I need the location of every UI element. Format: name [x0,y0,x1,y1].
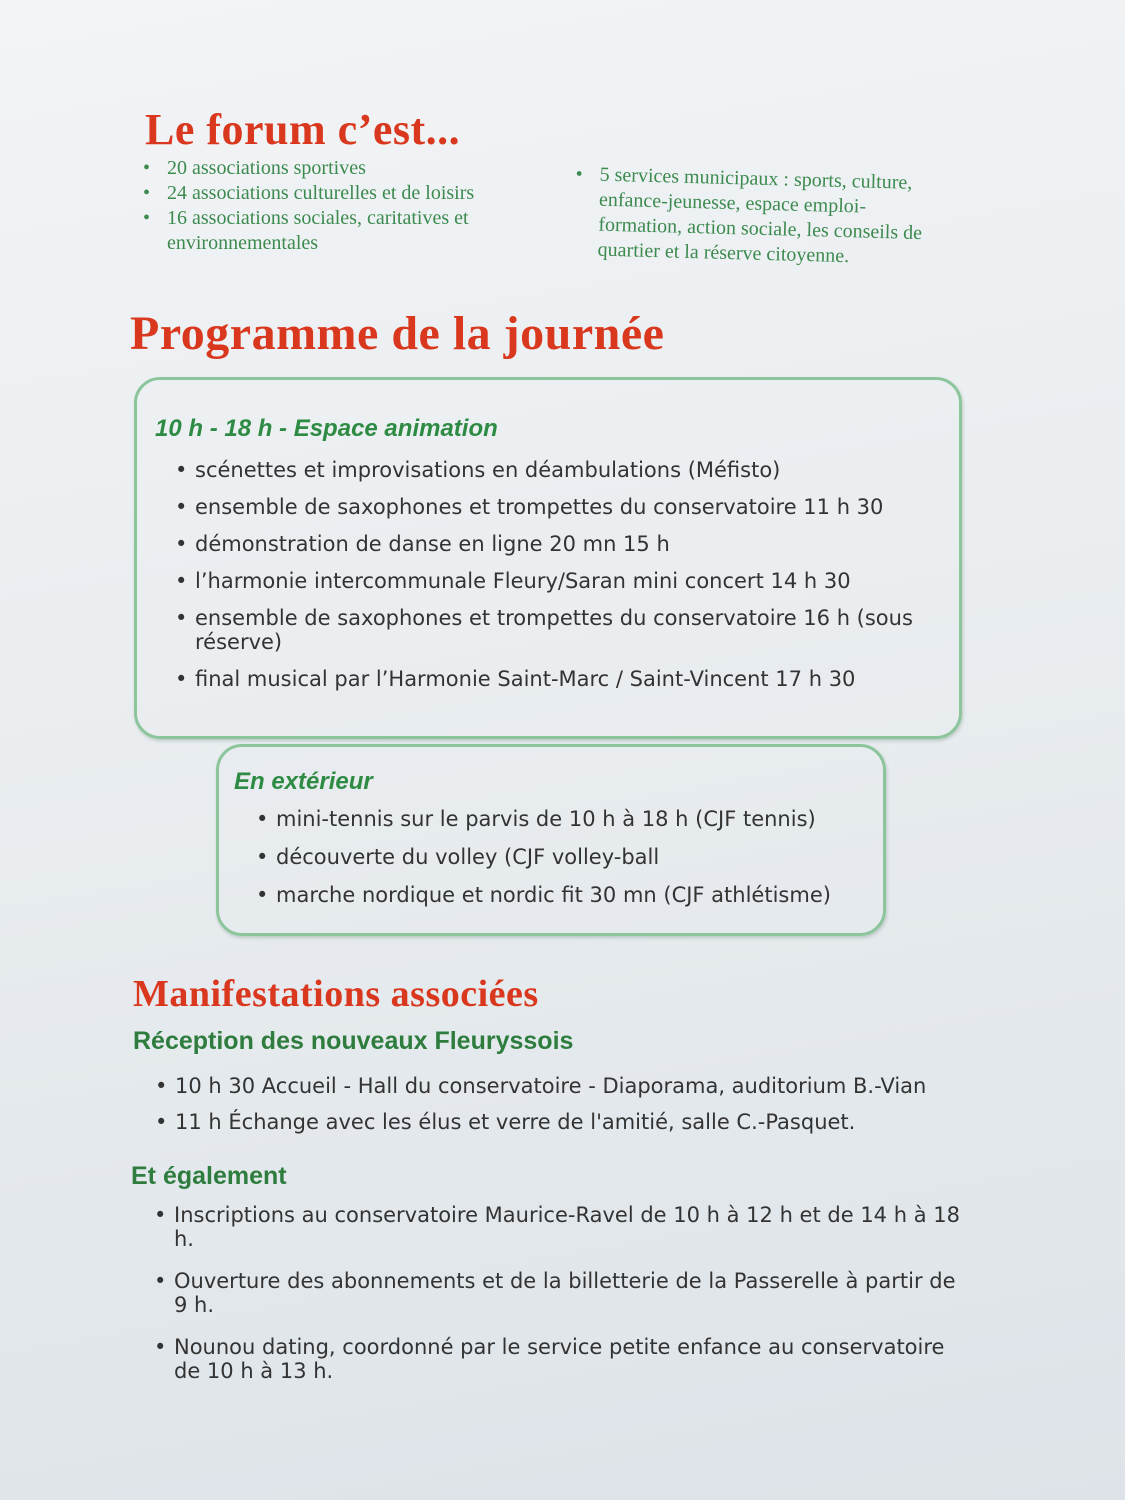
forum-left-list [143,156,533,256]
programme-title: Programme de la journée [130,307,665,360]
forum-title: Le forum c’est... [145,105,461,154]
forum-right-list [573,162,945,272]
list-item: • ensemble de saxophones et trompettes du conservatoire 16 h (sous réserve) [175,606,935,654]
list-item: • Inscriptions au conservatoire Maurice-Ravel de 10 h à 12 h et de 14 h à 18 h. [154,1203,974,1251]
exterieur-list [256,807,866,921]
list-item: • 11 h Échange avec les élus et verre de l'amitié, salle C.-Pasquet. [155,1110,955,1134]
list-item: • 16 associations sociales, caritatives et environnementales [143,206,533,256]
list-item: • Ouverture des abonnements et de la billetterie de la Passerelle à partir de 9 h. [154,1269,974,1317]
list-item: • final musical par l’Harmonie Saint-Marc / Saint-Vincent 17 h 30 [175,667,935,691]
manifestations-title: Manifestations associées [133,973,539,1015]
egalement-list [154,1203,974,1401]
animation-heading: 10 h - 18 h - Espace animation [155,415,498,442]
list-item: • ensemble de saxophones et trompettes du conservatoire 11 h 30 [175,495,935,519]
list-item: • découverte du volley (CJF volley-ball [256,845,866,869]
exterieur-heading: En extérieur [234,768,373,795]
list-item: • 24 associations culturelles et de loisirs [143,181,533,206]
list-item: • mini-tennis sur le parvis de 10 h à 18 h (CJF tennis) [256,807,866,831]
list-item: • l’harmonie intercommunale Fleury/Saran mini concert 14 h 30 [175,569,935,593]
animation-list [175,458,935,704]
list-item: • 10 h 30 Accueil - Hall du conservatoire - Diaporama, auditorium B.-Vian [155,1074,955,1098]
reception-heading: Réception des nouveaux Fleuryssois [133,1027,574,1055]
list-item: • 5 services municipaux : sports, culture, enfance-jeunesse, espace emploi-formation, action sociale, les conseils de quartier et la réserve citoyenne. [573,162,945,272]
egalement-heading: Et également [131,1162,287,1190]
list-item: • scénettes et improvisations en déambulations (Méfisto) [175,458,935,482]
list-item: • marche nordique et nordic fit 30 mn (CJF athlétisme) [256,883,866,907]
list-item: • 20 associations sportives [143,156,533,181]
reception-list [155,1074,955,1146]
list-item: • Nounou dating, coordonné par le service petite enfance au conservatoire de 10 h à 13 h. [154,1335,974,1383]
list-item: • démonstration de danse en ligne 20 mn 15 h [175,532,935,556]
